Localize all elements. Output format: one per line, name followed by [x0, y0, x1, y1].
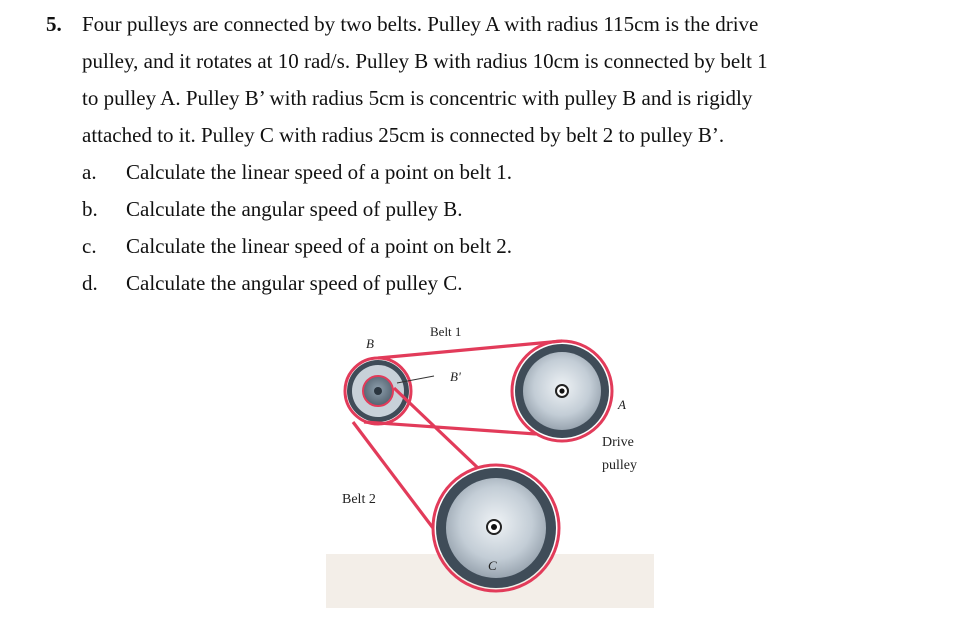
part-a: [82, 154, 946, 191]
stem-line: to pulley A. Pulley B’ with radius 5cm is concentric with pulley B and is rigidly: [82, 86, 753, 110]
label-c: C: [488, 558, 497, 573]
part-text: Calculate the angular speed of pulley B.: [126, 197, 463, 221]
problem-5: [46, 6, 946, 302]
pulley-diagram: [326, 316, 654, 608]
label-pulley: pulley: [602, 458, 637, 473]
pulley-a: [512, 341, 612, 441]
label-belt-1: Belt 1: [430, 324, 462, 339]
pulley-c-axle-dot: [491, 524, 497, 530]
part-text: Calculate the angular speed of pulley C.: [126, 271, 463, 295]
pulley-b-axle: [374, 387, 382, 395]
part-letter: b.: [82, 197, 98, 221]
stem-line: pulley, and it rotates at 10 rad/s. Pulley B with radius 10cm is connected by belt 1: [82, 49, 768, 73]
label-a: A: [618, 397, 626, 412]
part-text: Calculate the linear speed of a point on belt 2.: [126, 234, 513, 258]
part-d: [82, 265, 946, 302]
stem-line: attached to it. Pulley C with radius 25cm is connected by belt 2 to pulley B’.: [82, 123, 725, 147]
problem-stem: [82, 6, 946, 154]
part-letter: a.: [82, 160, 97, 184]
problem-number: 5.: [46, 12, 62, 36]
part-text: Calculate the linear speed of a point on belt 1.: [126, 160, 513, 184]
label-b: B: [366, 336, 374, 351]
pulley-a-axle-dot: [559, 388, 564, 393]
part-letter: d.: [82, 271, 98, 295]
pulley-figure: [326, 316, 654, 608]
label-belt-2: Belt 2: [342, 492, 376, 507]
part-c: [82, 228, 946, 265]
label-b-prime: B': [450, 369, 461, 384]
pulley-b: [345, 358, 411, 424]
stem-line: Four pulleys are connected by two belts. Pulley A with radius 115cm is the drive: [82, 12, 759, 36]
part-b: [82, 191, 946, 228]
label-drive: Drive: [602, 435, 634, 450]
part-letter: c.: [82, 234, 97, 258]
